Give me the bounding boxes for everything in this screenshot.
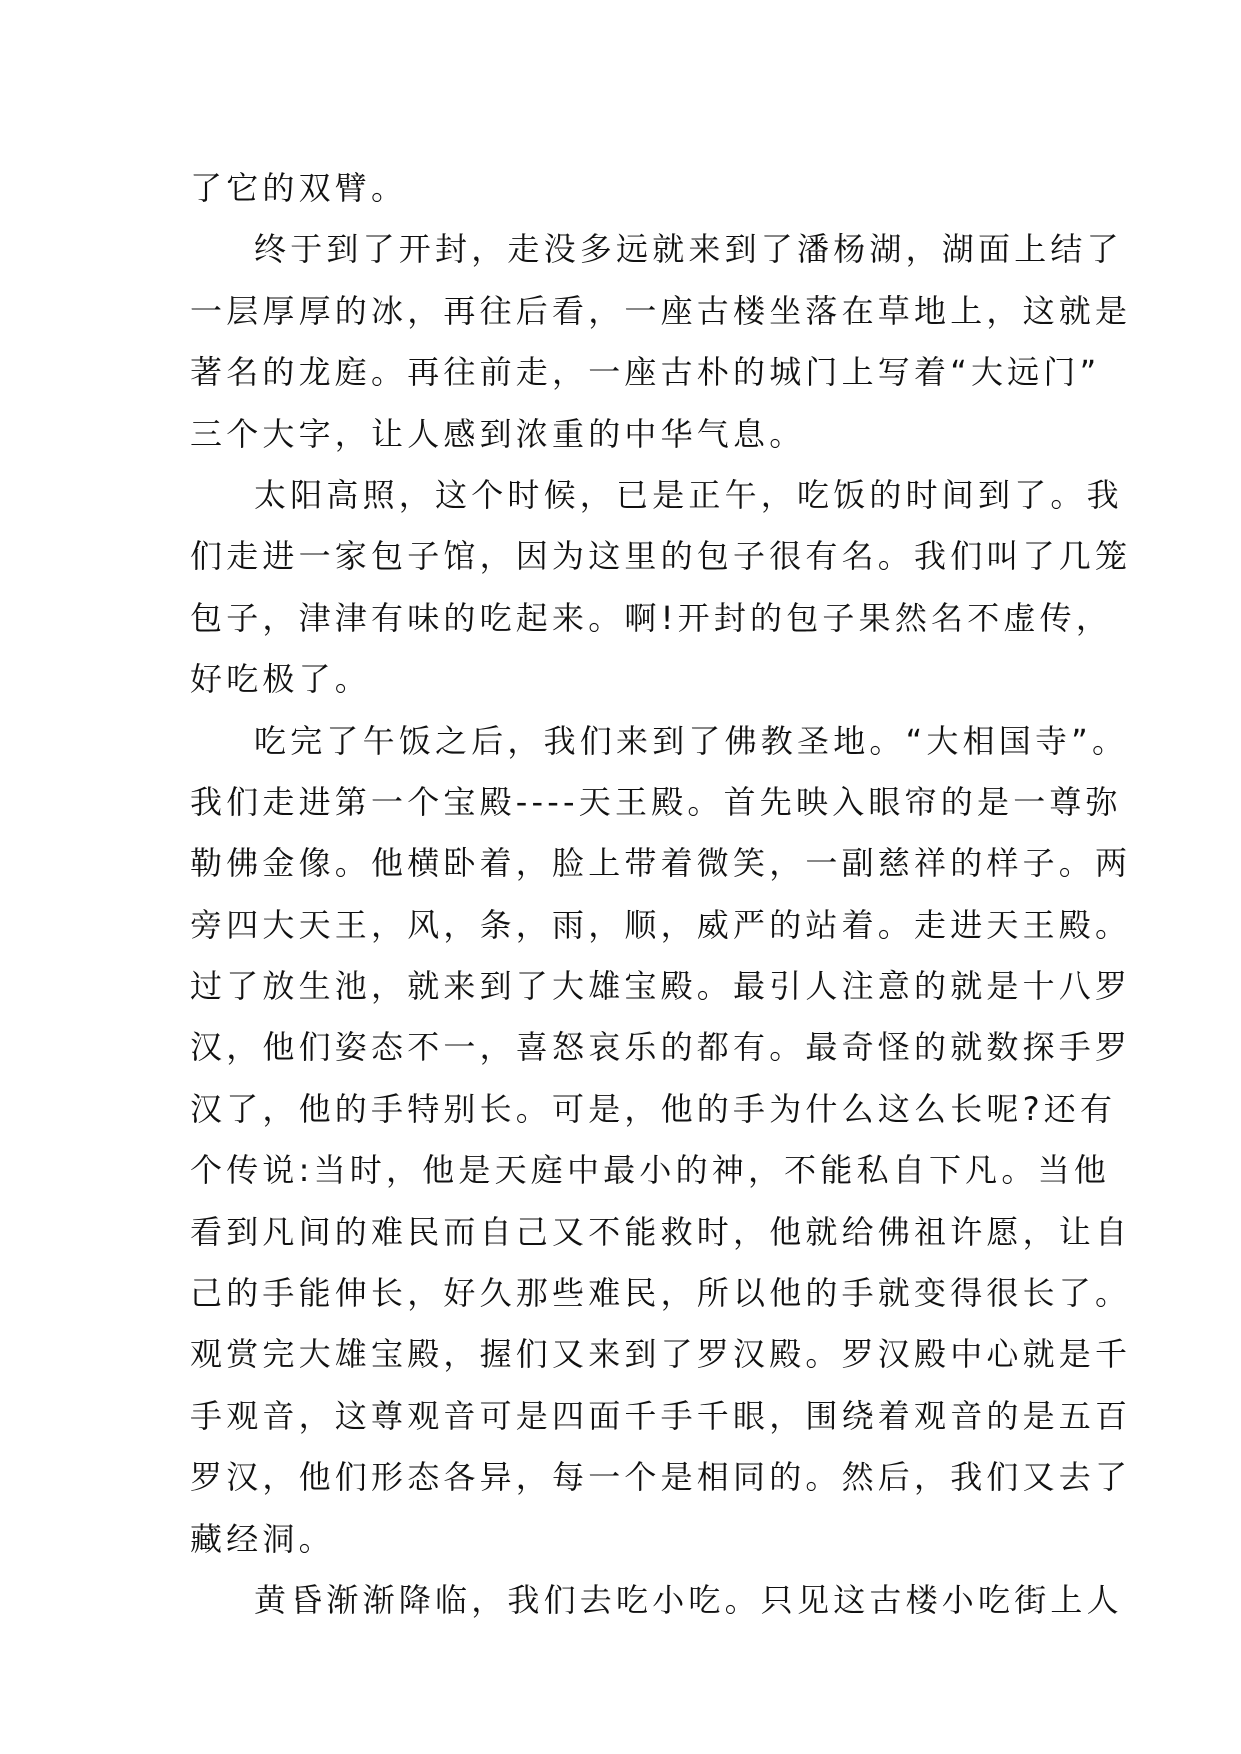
text-line: 过了放生池，就来到了大雄宝殿。最引人注意的就是十八罗 [190,967,1132,1006]
paragraph-first-line: 吃完了午饭之后，我们来到了佛教圣地。“大相国寺”。 [254,721,1129,760]
text-line: 们走进一家包子馆，因为这里的包子很有名。我们叫了几笼 [190,537,1132,576]
text-line: 看到凡间的难民而自己又不能救时，他就给佛祖许愿，让自 [190,1212,1132,1251]
text-line: 旁四大天王，风，条，雨，顺，威严的站着。走进天王殿。 [190,905,1132,944]
text-line: 了它的双臂。 [190,169,408,207]
text-line: 著名的龙庭。再往前走，一座古朴的城门上写着“大远门” [190,353,1101,392]
text-line: 勒佛金像。他横卧着，脸上带着微笑，一副慈祥的样子。两 [190,844,1132,883]
text-line: 一层厚厚的冰，再往后看，一座古楼坐落在草地上，这就是 [190,291,1132,330]
text-line: 三个大字，让人感到浓重的中华气息。 [190,414,806,453]
text-line: 观赏完大雄宝殿，握们又来到了罗汉殿。罗汉殿中心就是千 [190,1335,1132,1374]
text-line: 罗汉，他们形态各异，每一个是相同的。然后，我们又去了 [190,1458,1132,1497]
essay-body [190,158,1132,1631]
text-line: 汉，他们姿态不一，喜怒哀乐的都有。最奇怪的就数探手罗 [190,1028,1132,1067]
text-line: 包子，津津有味的吃起来。啊!开封的包子果然名不虚传， [190,598,1113,637]
text-line: 手观音，这尊观音可是四面千手千眼，围绕着观音的是五百 [190,1396,1132,1435]
paragraph-first-line: 太阳高照，这个时候，已是正午，吃饭的时间到了。我 [254,475,1123,514]
paragraph-first-line: 终于到了开封，走没多远就来到了潘杨湖，湖面上结了 [254,230,1123,269]
text-line: 汉了，他的手特别长。可是，他的手为什么这么长呢?还有 [190,1089,1117,1128]
text-line: 个传说:当时，他是天庭中最小的神，不能私自下凡。当他 [190,1151,1110,1190]
paragraph-first-line: 黄昏渐渐降临，我们去吃小吃。只见这古楼小吃街上人 [254,1580,1123,1619]
text-line: 己的手能伸长，好久那些难民，所以他的手就变得很长了。 [190,1274,1132,1313]
text-line: 好吃极了。 [190,660,372,699]
text-line: 我们走进第一个宝殿----天王殿。首先映入眼帘的是一尊弥 [190,782,1122,821]
text-line: 藏经洞。 [190,1519,335,1558]
